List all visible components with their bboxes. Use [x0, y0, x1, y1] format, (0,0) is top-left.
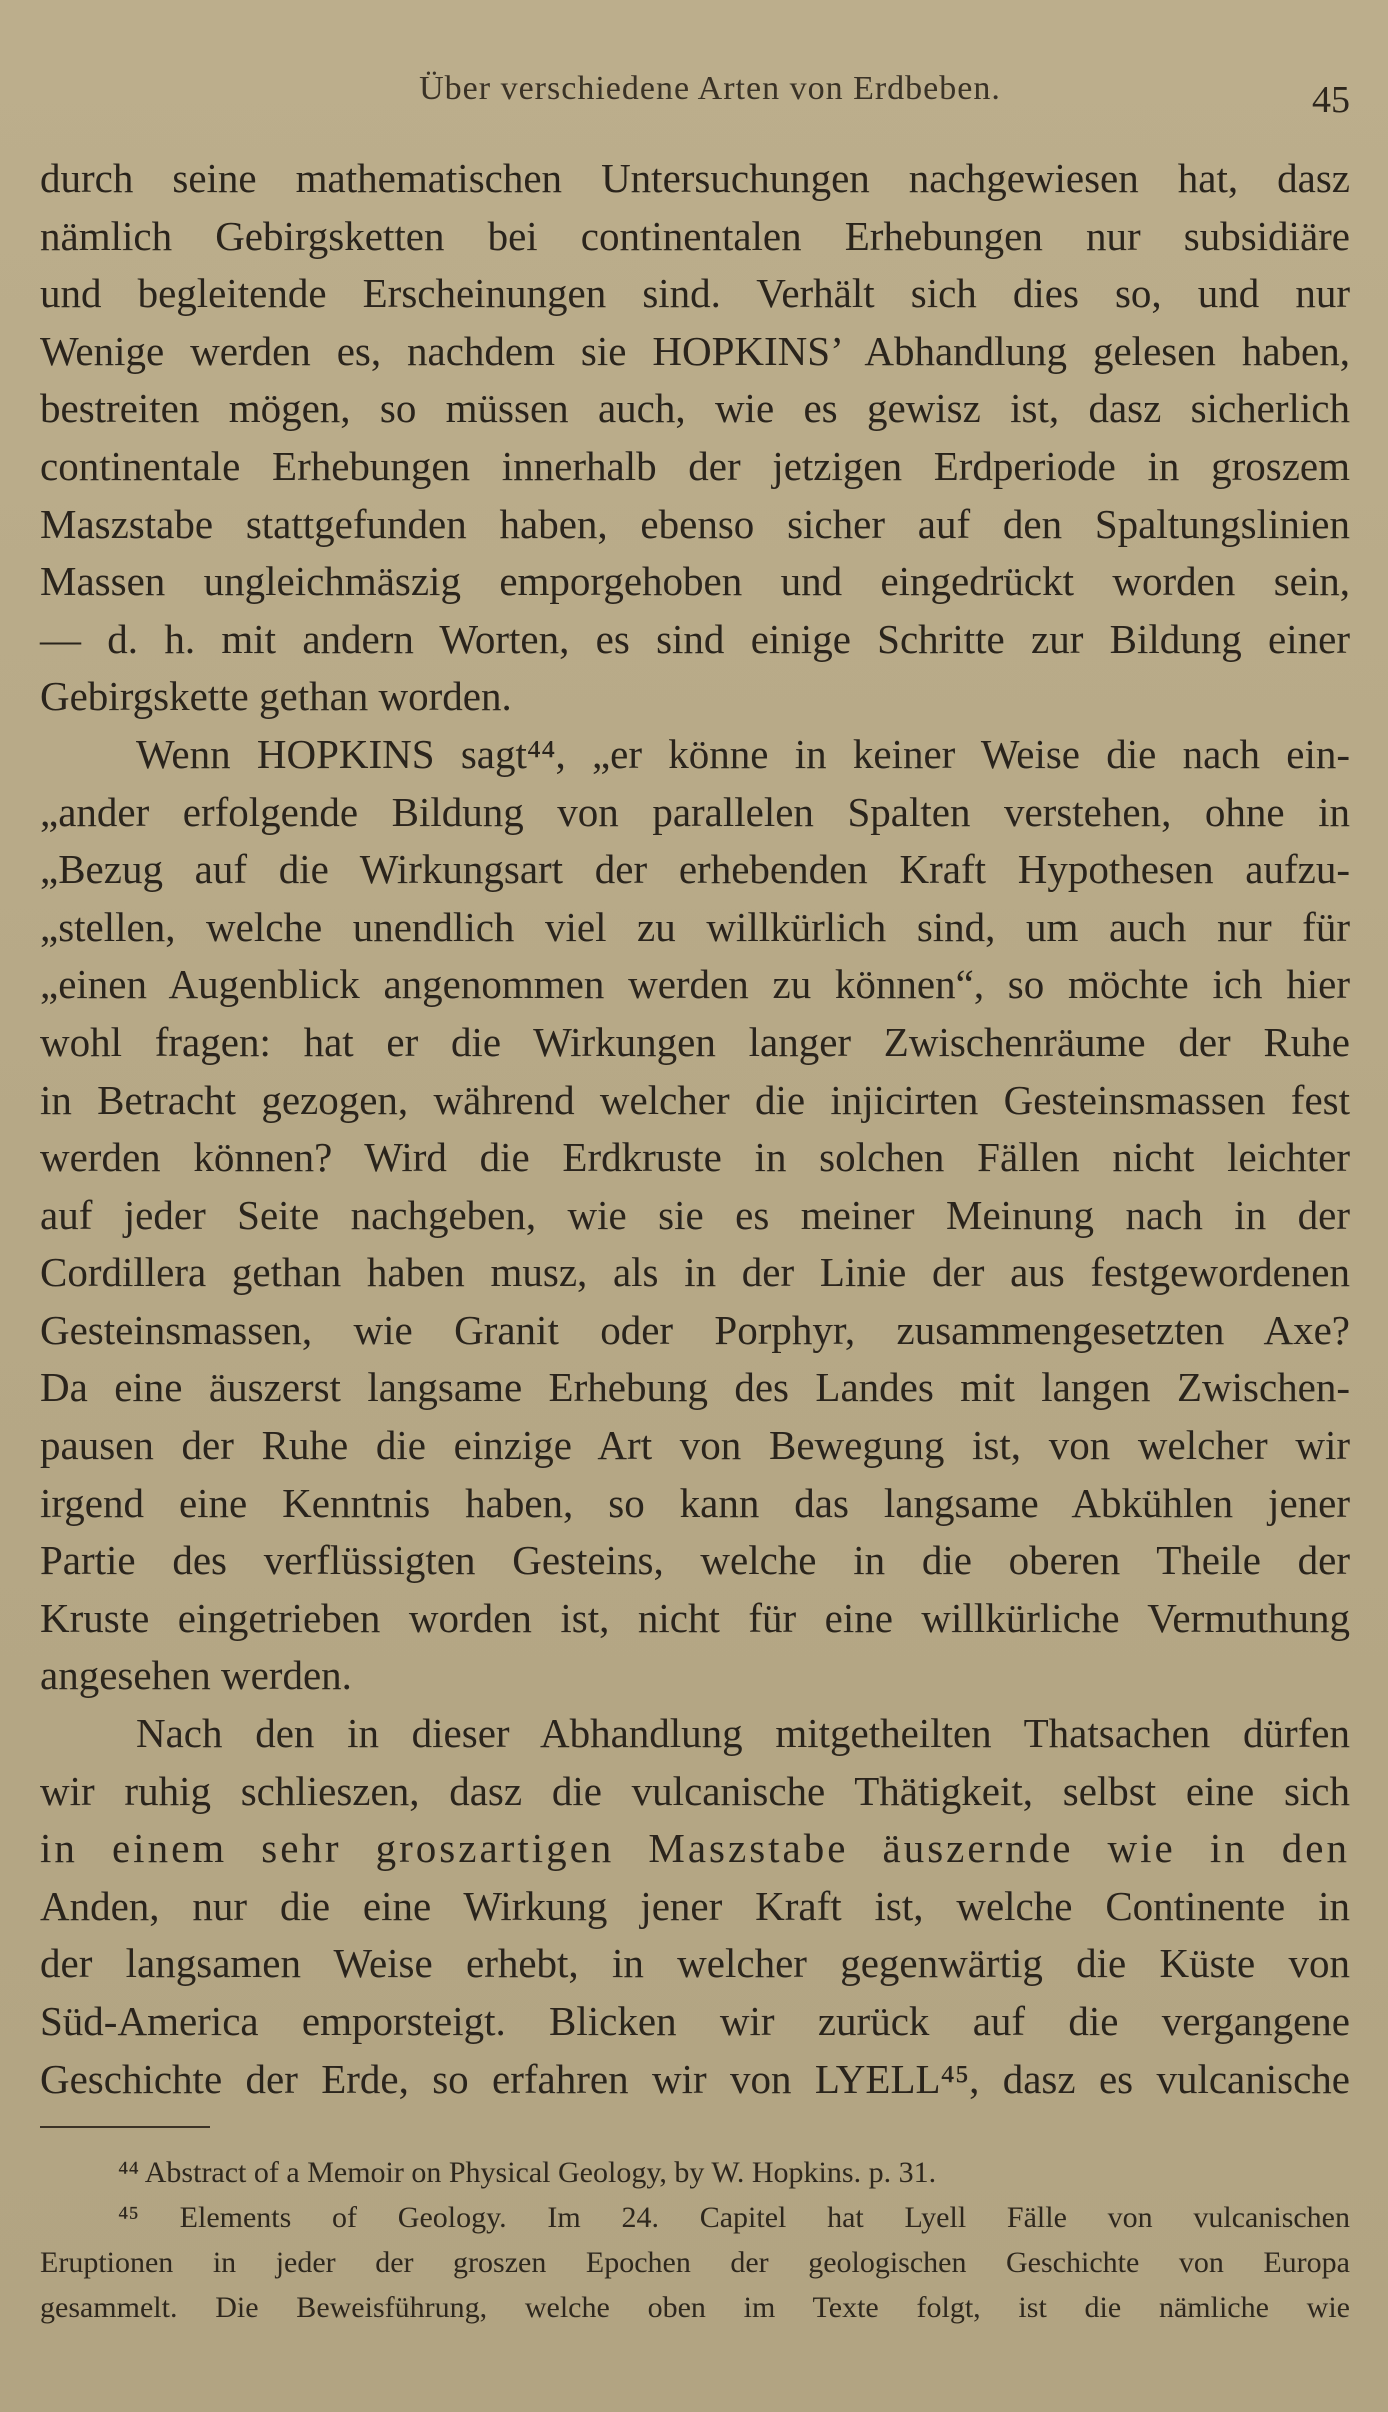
footnote-line: gesammelt. Die Beweisführung, welche oben im Texte folgt, ist die nämliche wie [40, 2291, 1350, 2324]
footnotes [40, 2150, 1350, 2330]
body-line: durch seine mathematischen Untersuchungen nachgewiesen hat, dasz [40, 155, 1350, 201]
body-line: Wenn HOPKINS sagt⁴⁴, „er könne in keiner Weise die nach ein- [136, 730, 1350, 777]
body-line: Geschichte der Erde, so erfahren wir von LYELL⁴⁵, dasz es vulcanische [40, 2055, 1350, 2102]
body-line: wohl fragen: hat er die Wirkungen langer Zwischenräume der Ruhe [40, 1018, 1350, 1065]
body-line: und begleitende Erscheinungen sind. Verhält sich dies so, und nur [40, 270, 1350, 317]
body-line: continentale Erhebungen innerhalb der jetzigen Erdperiode in groszem [40, 442, 1350, 489]
body-line: Maszstabe stattgefunden haben, ebenso sicher auf den Spaltungslinien [40, 500, 1350, 547]
body-line: „Bezug auf die Wirkungsart der erhebenden Kraft Hypothesen aufzu- [40, 846, 1350, 893]
body-line: angesehen werden. [40, 1652, 352, 1699]
body-line: irgend eine Kenntnis haben, so kann das langsame Abkühlen jener [40, 1479, 1350, 1526]
body-line: pausen der Ruhe die einzige Art von Bewegung ist, von welcher wir [40, 1422, 1350, 1469]
body-line: werden können? Wird die Erdkruste in solchen Fällen nicht leichter [40, 1134, 1350, 1181]
body-line: nämlich Gebirgsketten bei continentalen Erhebungen nur subsidiäre [40, 212, 1350, 259]
body-line: wir ruhig schlieszen, dasz die vulcanische Thätigkeit, selbst eine sich [40, 1767, 1350, 1814]
body-line: Kruste eingetrieben worden ist, nicht für eine willkürliche Vermuthung [40, 1594, 1350, 1641]
main-text [40, 150, 1350, 2108]
body-line: Anden, nur die eine Wirkung jener Kraft ist, welche Continente in [40, 1882, 1350, 1929]
body-line: der langsamen Weise erhebt, in welcher gegenwärtig die Küste von [40, 1940, 1350, 1987]
footnote-line: Eruptionen in jeder der groszen Epochen der geologischen Geschichte von Europa [40, 2246, 1350, 2279]
body-line: auf jeder Seite nachgeben, wie sie es meiner Meinung nach in der [40, 1191, 1350, 1238]
body-line: Cordillera gethan haben musz, als in der Linie der aus festgewordenen [40, 1249, 1350, 1296]
body-line: bestreiten mögen, so müssen auch, wie es gewisz ist, dasz sicherlich [40, 385, 1350, 432]
body-line: Süd-America emporsteigt. Blicken wir zurück auf die vergangene [40, 1998, 1350, 2044]
footnote-rule [40, 2126, 210, 2128]
page-number: 45 [1312, 79, 1350, 121]
body-line: Gebirgskette gethan worden. [40, 673, 512, 720]
body-line: Massen ungleichmäszig emporgehoben und eingedrückt worden sein, [40, 558, 1350, 605]
body-line: Nach den in dieser Abhandlung mitgetheilten Thatsachen dürfen [136, 1710, 1350, 1757]
body-line: Partie des verflüssigten Gesteins, welche in die oberen Theile der [40, 1537, 1350, 1584]
body-line: Wenige werden es, nachdem sie HOPKINS’ Abhandlung gelesen haben, [40, 327, 1350, 374]
body-line: „stellen, welche unendlich viel zu willkürlich sind, um auch nur für [40, 903, 1350, 950]
body-line: „ander erfolgende Bildung von parallelen Spalten verstehen, ohne in [40, 788, 1350, 835]
footnote-line: ⁴⁵ Elements of Geology. Im 24. Capitel hat Lyell Fälle von vulcanischen [118, 2201, 1350, 2234]
body-line: in Betracht gezogen, während welcher die injicirten Gesteinsmassen fest [40, 1076, 1350, 1123]
body-line: in einem sehr groszartigen Maszstabe äuszernde wie in den [40, 1825, 1350, 1872]
body-line: Da eine äuszerst langsame Erhebung des Landes mit langen Zwischen- [40, 1364, 1350, 1411]
body-line: „einen Augenblick angenommen werden zu können“, so möchte ich hier [40, 961, 1350, 1008]
footnote-line: ⁴⁴ Abstract of a Memoir on Physical Geology, by W. Hopkins. p. 31. [118, 2156, 937, 2189]
body-line: — d. h. mit andern Worten, es sind einige Schritte zur Bildung einer [40, 615, 1350, 662]
running-head: Über verschiedene Arten von Erdbeben. [419, 70, 1001, 107]
body-line: Gesteinsmassen, wie Granit oder Porphyr, zusammengesetzten Axe? [40, 1306, 1350, 1353]
